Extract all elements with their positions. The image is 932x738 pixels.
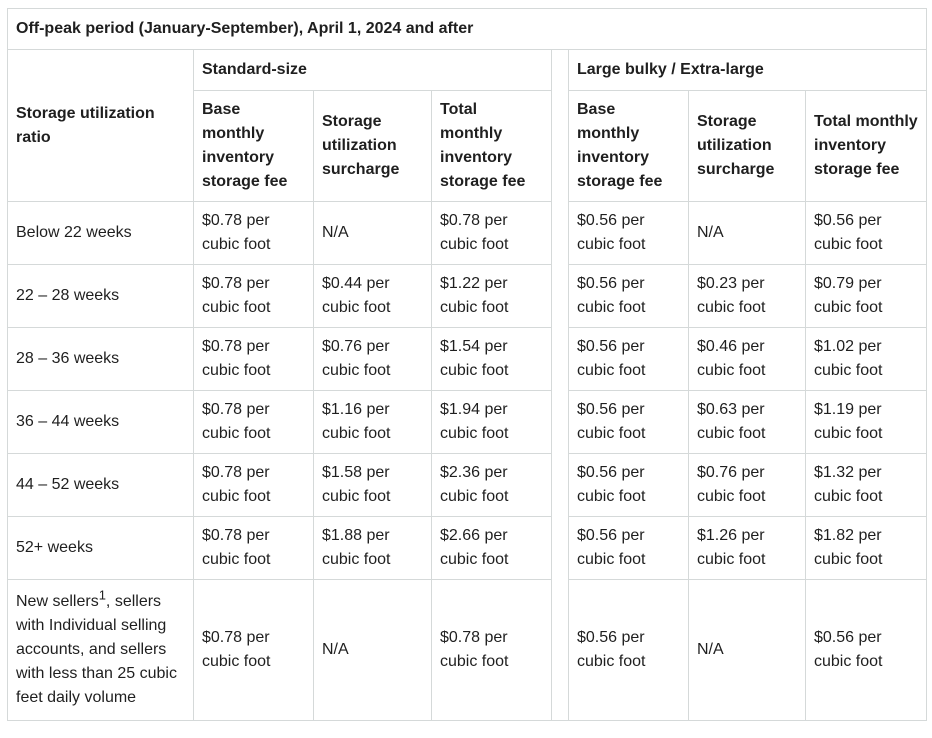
fee-table-container bbox=[7, 8, 927, 721]
lg-surcharge-cell: N/A bbox=[689, 580, 806, 721]
lg-total-fee-cell: $1.82 per cubic foot bbox=[806, 517, 927, 580]
std-total-fee-cell: $2.36 per cubic foot bbox=[432, 454, 552, 517]
row-label-prefix: New sellers bbox=[16, 593, 99, 610]
table-row bbox=[8, 202, 927, 265]
lg-surcharge-cell: $0.63 per cubic foot bbox=[689, 391, 806, 454]
std-total-fee-header: Total monthly inventory storage fee bbox=[432, 91, 552, 202]
lg-surcharge-cell: N/A bbox=[689, 202, 806, 265]
lg-total-fee-cell: $1.19 per cubic foot bbox=[806, 391, 927, 454]
std-surcharge-cell: N/A bbox=[314, 580, 432, 721]
std-surcharge-cell: $1.16 per cubic foot bbox=[314, 391, 432, 454]
std-surcharge-header: Storage utilization surcharge bbox=[314, 91, 432, 202]
std-base-fee-header: Base monthly inventory storage fee bbox=[194, 91, 314, 202]
std-total-fee-cell: $0.78 per cubic foot bbox=[432, 580, 552, 721]
lg-total-fee-cell: $0.79 per cubic foot bbox=[806, 265, 927, 328]
lg-base-fee-cell: $0.56 per cubic foot bbox=[569, 517, 689, 580]
column-gap bbox=[552, 50, 569, 721]
lg-total-fee-cell: $1.02 per cubic foot bbox=[806, 328, 927, 391]
table-row bbox=[8, 580, 927, 721]
table-title: Off-peak period (January-September), April 1, 2024 and after bbox=[8, 9, 927, 50]
row-label: Below 22 weeks bbox=[8, 202, 194, 265]
row-label: 22 – 28 weeks bbox=[8, 265, 194, 328]
std-total-fee-cell: $2.66 per cubic foot bbox=[432, 517, 552, 580]
table-row bbox=[8, 328, 927, 391]
std-base-fee-cell: $0.78 per cubic foot bbox=[194, 328, 314, 391]
std-total-fee-cell: $1.94 per cubic foot bbox=[432, 391, 552, 454]
lg-total-fee-cell: $0.56 per cubic foot bbox=[806, 202, 927, 265]
lg-surcharge-cell: $0.23 per cubic foot bbox=[689, 265, 806, 328]
storage-fee-table bbox=[7, 8, 927, 721]
lg-base-fee-header: Base monthly inventory storage fee bbox=[569, 91, 689, 202]
row-label: 44 – 52 weeks bbox=[8, 454, 194, 517]
table-row bbox=[8, 391, 927, 454]
row-label: 36 – 44 weeks bbox=[8, 391, 194, 454]
std-surcharge-cell: $1.58 per cubic foot bbox=[314, 454, 432, 517]
std-surcharge-cell: $1.88 per cubic foot bbox=[314, 517, 432, 580]
row-label-suffix: , sellers with Individual selling accounts, and sellers with less than 25 cubic feet daily volume bbox=[16, 593, 177, 706]
std-base-fee-cell: $0.78 per cubic foot bbox=[194, 202, 314, 265]
std-total-fee-cell: $1.54 per cubic foot bbox=[432, 328, 552, 391]
std-base-fee-cell: $0.78 per cubic foot bbox=[194, 454, 314, 517]
lg-total-fee-cell: $1.32 per cubic foot bbox=[806, 454, 927, 517]
std-surcharge-cell: $0.44 per cubic foot bbox=[314, 265, 432, 328]
row-label-header: Storage utilization ratio bbox=[8, 50, 194, 202]
lg-surcharge-cell: $0.46 per cubic foot bbox=[689, 328, 806, 391]
lg-surcharge-header: Storage utilization surcharge bbox=[689, 91, 806, 202]
row-label: 52+ weeks bbox=[8, 517, 194, 580]
lg-base-fee-cell: $0.56 per cubic foot bbox=[569, 454, 689, 517]
lg-surcharge-cell: $0.76 per cubic foot bbox=[689, 454, 806, 517]
lg-total-fee-cell: $0.56 per cubic foot bbox=[806, 580, 927, 721]
lg-base-fee-cell: $0.56 per cubic foot bbox=[569, 202, 689, 265]
std-total-fee-cell: $0.78 per cubic foot bbox=[432, 202, 552, 265]
table-row bbox=[8, 517, 927, 580]
std-surcharge-cell: $0.76 per cubic foot bbox=[314, 328, 432, 391]
lg-surcharge-cell: $1.26 per cubic foot bbox=[689, 517, 806, 580]
std-surcharge-cell: N/A bbox=[314, 202, 432, 265]
lg-base-fee-cell: $0.56 per cubic foot bbox=[569, 580, 689, 721]
group-header-row bbox=[8, 50, 927, 91]
std-total-fee-cell: $1.22 per cubic foot bbox=[432, 265, 552, 328]
std-base-fee-cell: $0.78 per cubic foot bbox=[194, 517, 314, 580]
table-row bbox=[8, 265, 927, 328]
row-label-new-sellers bbox=[8, 580, 194, 721]
table-row bbox=[8, 454, 927, 517]
lg-base-fee-cell: $0.56 per cubic foot bbox=[569, 328, 689, 391]
std-base-fee-cell: $0.78 per cubic foot bbox=[194, 391, 314, 454]
large-bulky-group-header: Large bulky / Extra-large bbox=[569, 50, 927, 91]
lg-base-fee-cell: $0.56 per cubic foot bbox=[569, 391, 689, 454]
lg-total-fee-header: Total monthly inventory storage fee bbox=[806, 91, 927, 202]
std-base-fee-cell: $0.78 per cubic foot bbox=[194, 265, 314, 328]
row-label: 28 – 36 weeks bbox=[8, 328, 194, 391]
table-title-row bbox=[8, 9, 927, 50]
standard-size-group-header: Standard-size bbox=[194, 50, 552, 91]
std-base-fee-cell: $0.78 per cubic foot bbox=[194, 580, 314, 721]
lg-base-fee-cell: $0.56 per cubic foot bbox=[569, 265, 689, 328]
footnote-marker: 1 bbox=[98, 587, 106, 603]
